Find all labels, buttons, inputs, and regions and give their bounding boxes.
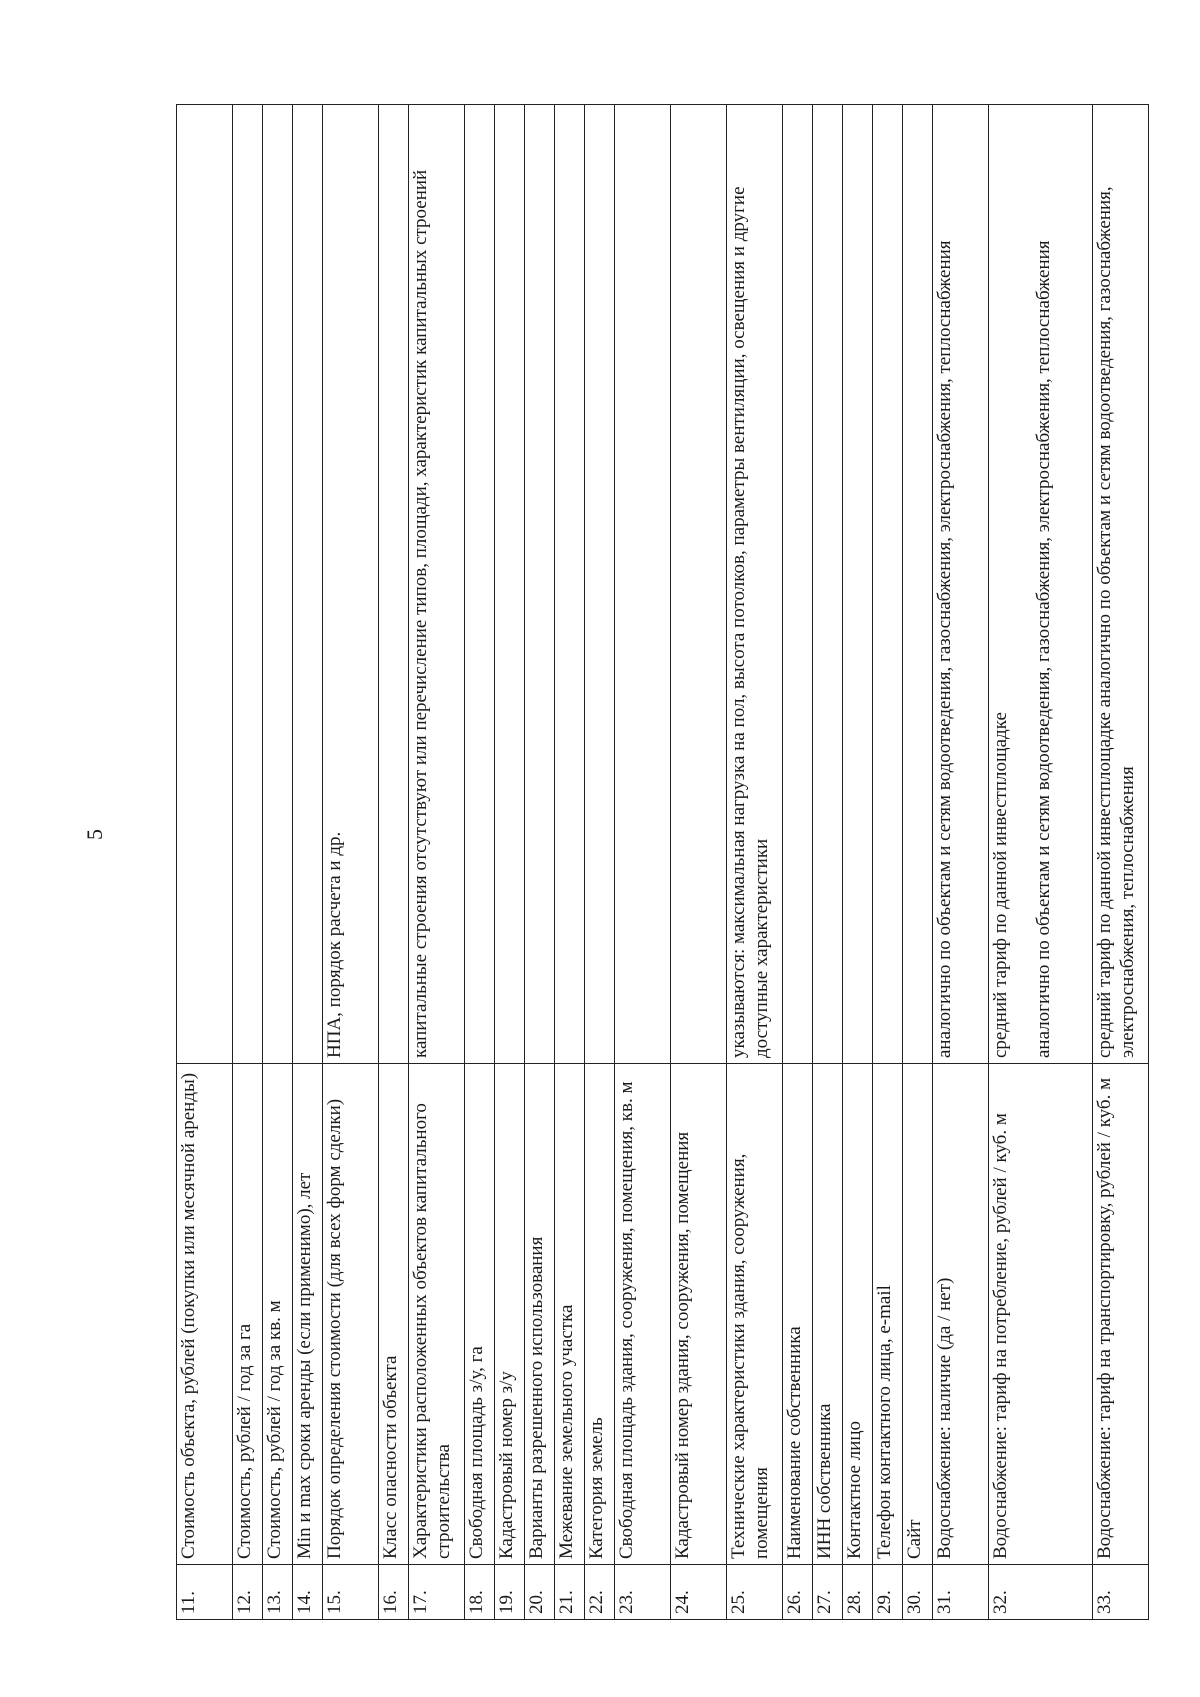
row-value-line: средний тариф по данной инвестплощадке: [990, 712, 1011, 1058]
row-label: ИНН собственника: [813, 1064, 843, 1565]
table-row: [379, 105, 409, 1620]
row-label: Min и max сроки аренды (если применимо), лет: [293, 1064, 323, 1565]
row-value: [813, 105, 843, 1064]
table-row: [555, 105, 585, 1620]
row-number: 31.: [933, 1565, 989, 1620]
table-row: [873, 105, 903, 1620]
row-number: 28.: [843, 1565, 873, 1620]
row-label: Характеристики расположенных объектов капитального строительства: [409, 1064, 465, 1565]
row-label: Технические характеристики здания, сооружения, помещения: [727, 1064, 783, 1565]
row-value: [903, 105, 933, 1064]
table-row: [783, 105, 813, 1620]
row-label: Водоснабжение: тариф на потребление, рублей / куб. м: [989, 1064, 1093, 1565]
row-number: 15.: [323, 1565, 379, 1620]
row-label: Класс опасности объекта: [379, 1064, 409, 1565]
row-number: 13.: [263, 1565, 293, 1620]
row-label: Телефон контактного лица, e-mail: [873, 1064, 903, 1565]
row-value: [465, 105, 495, 1064]
row-number: 20.: [525, 1565, 555, 1620]
row-label: Стоимость, рублей / год за кв. м: [263, 1064, 293, 1565]
table-body: [177, 105, 1149, 1620]
row-value: [263, 105, 293, 1064]
table-row: [989, 105, 1093, 1620]
row-number: 23.: [615, 1565, 671, 1620]
table-row: [409, 105, 465, 1620]
row-value: [585, 105, 615, 1064]
row-value-line: аналогично по объектам и сетям водоотведения, газоснабжения, электроснабжения, теплоснабжения: [1032, 240, 1054, 1058]
table-row: [727, 105, 783, 1620]
row-label: Кадастровый номер здания, сооружения, помещения: [671, 1064, 727, 1565]
table-row: [615, 105, 671, 1620]
row-value: капитальные строения отсутствуют или перечисление типов, площади, характеристик капитальных строений: [409, 105, 465, 1064]
table-row: [495, 105, 525, 1620]
row-label: Категория земель: [585, 1064, 615, 1565]
row-value: средний тариф по данной инвестплощадке аналогично по объектам и сетям водоотведения, газоснабжения, электроснабжения, теплоснабжения: [1093, 105, 1149, 1064]
row-value: [293, 105, 323, 1064]
table-row: [1093, 105, 1149, 1620]
table-row: [465, 105, 495, 1620]
row-label: Стоимость объекта, рублей (покупки или месячной аренды): [177, 1064, 233, 1565]
row-value: [555, 105, 585, 1064]
row-number: 27.: [813, 1565, 843, 1620]
investment-site-attributes-table: [176, 104, 1149, 1620]
row-value: [873, 105, 903, 1064]
table-row: [525, 105, 555, 1620]
row-label: Межевание земельного участка: [555, 1064, 585, 1565]
table-row: [933, 105, 989, 1620]
row-value: [615, 105, 671, 1064]
row-label: Сайт: [903, 1064, 933, 1565]
row-number: 26.: [783, 1565, 813, 1620]
row-label: Порядок определения стоимости (для всех форм сделки): [323, 1064, 379, 1565]
row-label: Свободная площадь здания, сооружения, помещения, кв. м: [615, 1064, 671, 1565]
row-number: 17.: [409, 1565, 465, 1620]
row-value: НПА, порядок расчета и др.: [323, 105, 379, 1064]
row-value: [843, 105, 873, 1064]
row-number: 29.: [873, 1565, 903, 1620]
row-label: Водоснабжение: тариф на транспортировку, рублей / куб. м: [1093, 1064, 1149, 1565]
table-row: [843, 105, 873, 1620]
row-number: 19.: [495, 1565, 525, 1620]
table-row: [903, 105, 933, 1620]
row-number: 22.: [585, 1565, 615, 1620]
row-number: 25.: [727, 1565, 783, 1620]
table-row: [585, 105, 615, 1620]
table-row: [177, 105, 233, 1620]
row-number: 21.: [555, 1565, 585, 1620]
row-value: [989, 105, 1093, 1064]
row-label: Кадастровый номер з/у: [495, 1064, 525, 1565]
row-number: 12.: [233, 1565, 263, 1620]
row-value: [233, 105, 263, 1064]
table-row: [293, 105, 323, 1620]
row-label: Варианты разрешенного использования: [525, 1064, 555, 1565]
row-number: 11.: [177, 1565, 233, 1620]
row-number: 18.: [465, 1565, 495, 1620]
row-value: [495, 105, 525, 1064]
row-number: 16.: [379, 1565, 409, 1620]
row-number: 30.: [903, 1565, 933, 1620]
row-number: 32.: [989, 1565, 1093, 1620]
table-row: [233, 105, 263, 1620]
row-value: аналогично по объектам и сетям водоотведения, газоснабжения, электроснабжения, теплоснабжения: [933, 105, 989, 1064]
row-number: 24.: [671, 1565, 727, 1620]
row-label: Свободная площадь з/у, га: [465, 1064, 495, 1565]
row-value: [379, 105, 409, 1064]
row-label: Стоимость, рублей / год за га: [233, 1064, 263, 1565]
document-table-wrapper: [176, 104, 1138, 1620]
row-value: [671, 105, 727, 1064]
row-value: [783, 105, 813, 1064]
row-number: 33.: [1093, 1565, 1149, 1620]
table-row: [263, 105, 293, 1620]
row-label: Водоснабжение: наличие (да / нет): [933, 1064, 989, 1565]
page-number: 5: [82, 829, 107, 840]
table-row: [323, 105, 379, 1620]
row-number: 14.: [293, 1565, 323, 1620]
table-row: [813, 105, 843, 1620]
row-label: Контактное лицо: [843, 1064, 873, 1565]
table-row: [671, 105, 727, 1620]
row-value: указываются: максимальная нагрузка на пол, высота потолков, параметры вентиляции, освещения и другие доступные характеристики: [727, 105, 783, 1064]
row-label: Наименование собственника: [783, 1064, 813, 1565]
row-value: [525, 105, 555, 1064]
row-value: [177, 105, 233, 1064]
